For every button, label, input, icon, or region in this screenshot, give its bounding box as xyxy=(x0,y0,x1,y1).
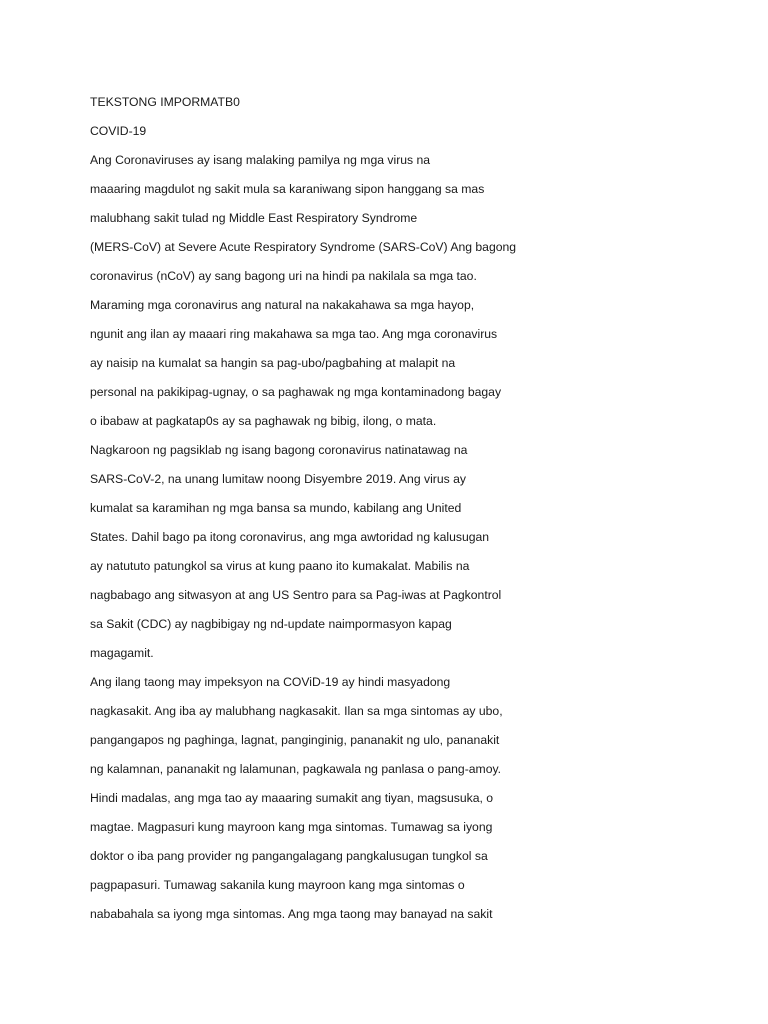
document-title: TEKSTONG IMPORMATB0 xyxy=(90,95,240,109)
text-line: coronavirus (nCoV) ay sang bagong uri na hindi pa nakilala sa mga tao. xyxy=(90,269,477,283)
text-line: personal na pakikipag-ugnay, o sa paghawak ng mga kontaminadong bagay xyxy=(90,385,502,399)
text-line: ng kalamnan, pananakit ng lalamunan, pagkawala ng panlasa o pang-amoy. xyxy=(90,762,502,776)
text-line: magtae. Magpasuri kung mayroon kang mga sintomas. Tumawag sa iyong xyxy=(90,820,493,834)
text-line: SARS-CoV-2, na unang lumitaw noong Disyembre 2019. Ang virus ay xyxy=(90,472,466,486)
text-line: ay natututo patungkol sa virus at kung paano ito kumakalat. Mabilis na xyxy=(90,559,470,573)
document-text xyxy=(90,88,730,929)
text-line: States. Dahil bago pa itong coronavirus, ang mga awtoridad ng kalusugan xyxy=(90,530,490,544)
text-line: doktor o iba pang provider ng pangangalagang pangkalusugan tungkol sa xyxy=(90,849,488,863)
text-line: pangangapos ng paghinga, lagnat, panginginig, pananakit ng ulo, pananakit xyxy=(90,733,500,747)
text-line: sa Sakit (CDC) ay nagbibigay ng nd-update naimpormasyon kapag xyxy=(90,617,452,631)
text-line: Ang Coronaviruses ay isang malaking pamilya ng mga virus na xyxy=(90,153,431,167)
text-line: pagpapasuri. Tumawag sakanila kung mayroon kang mga sintomas o xyxy=(90,878,465,892)
text-line: Hindi madalas, ang mga tao ay maaaring sumakit ang tiyan, magsusuka, o xyxy=(90,791,494,805)
text-line: malubhang sakit tulad ng Middle East Respiratory Syndrome xyxy=(90,211,418,225)
document-subtitle: COVID-19 xyxy=(90,124,147,138)
text-line: Ang ilang taong may impeksyon na COViD-19 ay hindi masyadong xyxy=(90,675,451,689)
text-line: kumalat sa karamihan ng mga bansa sa mundo, kabilang ang United xyxy=(90,501,462,515)
text-line: ay naisip na kumalat sa hangin sa pag-ubo/pagbahing at malapit na xyxy=(90,356,456,370)
text-line: o ibabaw at pagkatap0s ay sa paghawak ng bibig, ilong, o mata. xyxy=(90,414,437,428)
text-line: (MERS-CoV) at Severe Acute Respiratory Syndrome (SARS-CoV) Ang bagong xyxy=(90,240,517,254)
text-line: nababahala sa iyong mga sintomas. Ang mga taong may banayad na sakit xyxy=(90,907,493,921)
text-line: Nagkaroon ng pagsiklab ng isang bagong coronavirus natinatawag na xyxy=(90,443,468,457)
text-line: maaaring magdulot ng sakit mula sa karaniwang sipon hanggang sa mas xyxy=(90,182,485,196)
text-line: ngunit ang ilan ay maaari ring makahawa sa mga tao. Ang mga coronavirus xyxy=(90,327,498,341)
text-line: nagkasakit. Ang iba ay malubhang nagkasakit. Ilan sa mga sintomas ay ubo, xyxy=(90,704,503,718)
text-line: nagbabago ang sitwasyon at ang US Sentro para sa Pag-iwas at Pagkontrol xyxy=(90,588,502,602)
text-line: magagamit. xyxy=(90,646,154,660)
text-line: Maraming mga coronavirus ang natural na nakakahawa sa mga hayop, xyxy=(90,298,475,312)
